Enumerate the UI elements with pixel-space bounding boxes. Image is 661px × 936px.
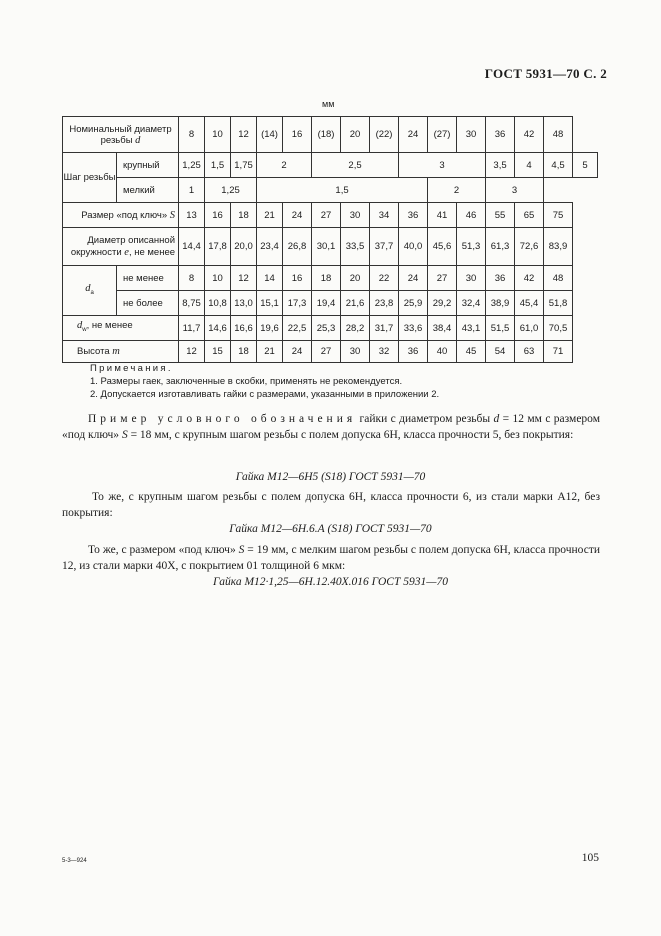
wrench-size-value: 24 xyxy=(283,203,312,228)
height-value: 45 xyxy=(457,341,486,363)
height-value: 30 xyxy=(341,341,370,363)
dw-value: 61,0 xyxy=(515,316,544,341)
notes-title: Примечания. xyxy=(90,363,173,374)
circumscribed-diameter-value: 83,9 xyxy=(544,228,573,266)
circumscribed-diameter-suffix: , не менее xyxy=(128,246,176,258)
da-min-value: 42 xyxy=(515,266,544,291)
nominal-diameter-symbol: d xyxy=(135,134,141,146)
height-value: 12 xyxy=(179,341,205,363)
wrench-size-value: 75 xyxy=(544,203,573,228)
nominal-value: 20 xyxy=(341,117,370,153)
example-text: = 12 мм с размером «под ключ» xyxy=(62,413,600,441)
table-row xyxy=(63,341,598,363)
dw-subscript: w xyxy=(82,326,87,333)
height-label: Высота xyxy=(77,346,110,357)
wrench-size-label: Размер «под ключ» xyxy=(81,209,168,221)
da-min-value: 10 xyxy=(205,266,231,291)
table-row xyxy=(63,178,598,203)
height-value: 18 xyxy=(231,341,257,363)
wrench-size-value: 21 xyxy=(257,203,283,228)
height-header xyxy=(63,341,179,363)
dw-value: 16,6 xyxy=(231,316,257,341)
da-max-value: 13,0 xyxy=(231,291,257,316)
fine-pitch-cell: 1,5 xyxy=(257,178,428,203)
table-row xyxy=(63,228,598,266)
circumscribed-diameter-value: 20,0 xyxy=(231,228,257,266)
nominal-value: 12 xyxy=(231,117,257,153)
wrench-size-symbol: S xyxy=(169,209,176,221)
page-number: 105 xyxy=(581,852,599,864)
example-text: = 18 мм, с крупным шагом резьбы с полем допуска 6Н, класса прочности 5, без покрытия: xyxy=(127,428,574,441)
da-subscript: a xyxy=(90,289,94,296)
dw-value: 31,7 xyxy=(370,316,399,341)
circumscribed-diameter-value: 61,3 xyxy=(486,228,515,266)
table-row xyxy=(63,316,598,341)
example-paragraph-3 xyxy=(62,543,600,574)
coarse-pitch-cell: 1,5 xyxy=(205,153,231,178)
dw-value: 70,5 xyxy=(544,316,573,341)
designation-1: Гайка М12—6Н5 (S18) ГОСТ 5931—70 xyxy=(235,471,426,483)
wrench-size-value: 30 xyxy=(341,203,370,228)
fine-pitch-label: мелкий xyxy=(117,178,179,203)
da-max-value: 38,9 xyxy=(486,291,515,316)
circumscribed-diameter-value: 51,3 xyxy=(457,228,486,266)
da-min-value: 48 xyxy=(544,266,573,291)
pitch-label: Шаг резьбы xyxy=(63,153,117,203)
nominal-value: 16 xyxy=(283,117,312,153)
designation-3: Гайка М12·1,25—6Н.12.40Х.016 ГОСТ 5931—70 xyxy=(213,576,448,588)
circumscribed-diameter-label-2: окружности xyxy=(70,246,122,258)
da-symbol: d xyxy=(85,282,91,294)
example-lead: Пример условного обозначения xyxy=(88,413,357,425)
da-max-value: 23,8 xyxy=(370,291,399,316)
coarse-pitch-cell: 4 xyxy=(515,153,544,178)
coarse-pitch-cell: 5 xyxy=(573,153,598,178)
wrench-size-value: 34 xyxy=(370,203,399,228)
nominal-value: 8 xyxy=(179,117,205,153)
da-min-label: не менее xyxy=(117,266,179,291)
height-value: 27 xyxy=(312,341,341,363)
height-value: 63 xyxy=(515,341,544,363)
da-min-value: 24 xyxy=(399,266,428,291)
note-item: 2. Допускается изготавливать гайки с размерами, указанными в приложении 2. xyxy=(90,389,440,400)
dw-value: 25,3 xyxy=(312,316,341,341)
notes-block xyxy=(90,362,439,401)
coarse-pitch-cell: 1,25 xyxy=(179,153,205,178)
wrench-size-value: 65 xyxy=(515,203,544,228)
dw-value: 33,6 xyxy=(399,316,428,341)
height-value: 24 xyxy=(283,341,312,363)
coarse-pitch-cell: 4,5 xyxy=(544,153,573,178)
da-max-value: 10,8 xyxy=(205,291,231,316)
da-min-value: 12 xyxy=(231,266,257,291)
circumscribed-diameter-value: 33,5 xyxy=(341,228,370,266)
nominal-value: 36 xyxy=(486,117,515,153)
circumscribed-diameter-value: 14,4 xyxy=(179,228,205,266)
height-value: 71 xyxy=(544,341,573,363)
nominal-value: (22) xyxy=(370,117,399,153)
wrench-size-header xyxy=(63,203,179,228)
coarse-pitch-cell: 2,5 xyxy=(312,153,399,178)
example-paragraph-2: То же, с крупным шагом резьбы с полем допуска 6Н, класса прочности 6, из стали марки А12, без покрытия: xyxy=(62,491,600,519)
da-min-value: 36 xyxy=(486,266,515,291)
wrench-size-value: 36 xyxy=(399,203,428,228)
da-max-value: 45,4 xyxy=(515,291,544,316)
symbol-d: d xyxy=(493,413,500,425)
coarse-pitch-cell: 1,75 xyxy=(231,153,257,178)
dw-value: 19,6 xyxy=(257,316,283,341)
coarse-pitch-label: крупный xyxy=(117,153,179,178)
da-max-value: 25,9 xyxy=(399,291,428,316)
nominal-diameter-header xyxy=(63,117,179,153)
dw-value: 28,2 xyxy=(341,316,370,341)
da-min-value: 8 xyxy=(179,266,205,291)
symbol-s: S xyxy=(238,544,245,556)
wrench-size-value: 27 xyxy=(312,203,341,228)
units-label: мм xyxy=(322,99,335,109)
nominal-value: 10 xyxy=(205,117,231,153)
circumscribed-diameter-value: 40,0 xyxy=(399,228,428,266)
da-header xyxy=(63,266,117,316)
da-max-value: 21,6 xyxy=(341,291,370,316)
circumscribed-diameter-value: 45,6 xyxy=(428,228,457,266)
example-text: То же, с размером «под ключ» xyxy=(88,544,239,556)
da-min-value: 30 xyxy=(457,266,486,291)
circumscribed-diameter-value: 23,4 xyxy=(257,228,283,266)
wrench-size-value: 46 xyxy=(457,203,486,228)
dw-value: 11,7 xyxy=(179,316,205,341)
dw-value: 51,5 xyxy=(486,316,515,341)
wrench-size-value: 16 xyxy=(205,203,231,228)
designation-2: Гайка М12—6Н.6.А (S18) ГОСТ 5931—70 xyxy=(229,523,432,535)
da-min-value: 16 xyxy=(283,266,312,291)
nominal-value: 30 xyxy=(457,117,486,153)
nominal-value: 42 xyxy=(515,117,544,153)
circumscribed-diameter-value: 26,8 xyxy=(283,228,312,266)
print-code: 5-3—924 xyxy=(62,858,87,864)
da-min-value: 14 xyxy=(257,266,283,291)
da-max-value: 32,4 xyxy=(457,291,486,316)
table-row xyxy=(63,203,598,228)
circumscribed-diameter-header xyxy=(63,228,179,266)
table-row xyxy=(63,291,598,316)
dw-value: 22,5 xyxy=(283,316,312,341)
example-text: = 19 мм, с мелким шагом резьбы с полем допуска 6Н, класса прочности 12, из стали марки 40Х, с покрытием 01 толщиной 6 мкм: xyxy=(62,544,601,572)
fine-pitch-cell: 3 xyxy=(486,178,544,203)
height-value: 32 xyxy=(370,341,399,363)
dw-suffix: , не менее xyxy=(86,320,133,332)
circumscribed-diameter-label: Диаметр описанной xyxy=(87,234,176,246)
nominal-value: 48 xyxy=(544,117,573,153)
dimensions-table xyxy=(62,116,598,363)
table-row xyxy=(63,117,598,153)
fine-pitch-cell: 2 xyxy=(428,178,486,203)
wrench-size-value: 55 xyxy=(486,203,515,228)
table-row xyxy=(63,153,598,178)
wrench-size-value: 13 xyxy=(179,203,205,228)
coarse-pitch-cell: 3 xyxy=(399,153,486,178)
height-value: 36 xyxy=(399,341,428,363)
symbol-s: S xyxy=(121,428,128,441)
circumscribed-diameter-value: 30,1 xyxy=(312,228,341,266)
nominal-diameter-label: Номинальный диаметр резьбы xyxy=(69,123,172,146)
circumscribed-diameter-value: 72,6 xyxy=(515,228,544,266)
note-item: 1. Размеры гаек, заключенные в скобки, применять не рекомендуется. xyxy=(90,376,403,387)
example-text: гайки с диаметром резьбы xyxy=(356,413,494,425)
circumscribed-diameter-value: 17,8 xyxy=(205,228,231,266)
height-value: 54 xyxy=(486,341,515,363)
example-paragraph-1 xyxy=(62,412,600,443)
circumscribed-diameter-symbol: e xyxy=(124,246,129,258)
page-header: ГОСТ 5931—70 С. 2 xyxy=(484,66,607,81)
da-max-value: 51,8 xyxy=(544,291,573,316)
coarse-pitch-cell: 2 xyxy=(257,153,312,178)
table-row xyxy=(63,266,598,291)
nominal-value: (27) xyxy=(428,117,457,153)
dw-symbol: d xyxy=(77,320,83,332)
da-min-value: 27 xyxy=(428,266,457,291)
da-max-label: не более xyxy=(117,291,179,316)
dw-value: 14,6 xyxy=(205,316,231,341)
coarse-pitch-cell: 3,5 xyxy=(486,153,515,178)
da-max-value: 8,75 xyxy=(179,291,205,316)
da-min-value: 20 xyxy=(341,266,370,291)
da-max-value: 15,1 xyxy=(257,291,283,316)
da-max-value: 19,4 xyxy=(312,291,341,316)
height-value: 15 xyxy=(205,341,231,363)
circumscribed-diameter-value: 37,7 xyxy=(370,228,399,266)
da-max-value: 29,2 xyxy=(428,291,457,316)
dw-value: 38,4 xyxy=(428,316,457,341)
fine-pitch-cell: 1 xyxy=(179,178,205,203)
da-min-value: 22 xyxy=(370,266,399,291)
wrench-size-value: 18 xyxy=(231,203,257,228)
height-value: 40 xyxy=(428,341,457,363)
da-min-value: 18 xyxy=(312,266,341,291)
nominal-value: 24 xyxy=(399,117,428,153)
nominal-value: (14) xyxy=(257,117,283,153)
wrench-size-value: 41 xyxy=(428,203,457,228)
nominal-value: (18) xyxy=(312,117,341,153)
dw-header xyxy=(63,316,179,341)
height-value: 21 xyxy=(257,341,283,363)
dw-value: 43,1 xyxy=(457,316,486,341)
fine-pitch-cell: 1,25 xyxy=(205,178,257,203)
height-symbol: m xyxy=(112,346,120,357)
da-max-value: 17,3 xyxy=(283,291,312,316)
